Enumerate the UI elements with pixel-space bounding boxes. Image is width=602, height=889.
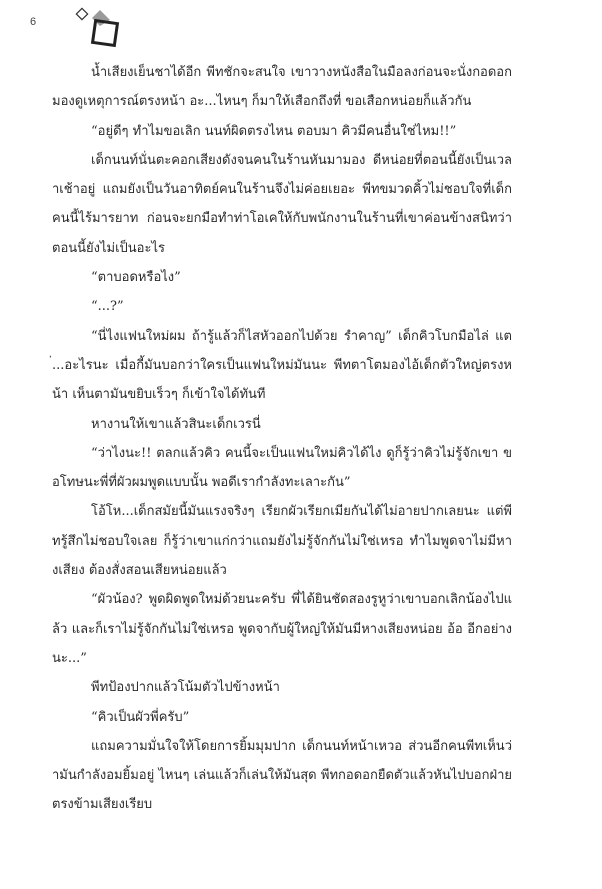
paragraph: “...?” [91,299,124,315]
paragraph: “ว่าไงนะ!! ตลกแล้วคิว คนนี้จะเป็นแฟนใหม่คิวได้ไง ดูก็รู้ว่าคิวไม่รู้จักเขา ขอโทษนะพี่ที่ผัวผมพูดแบบนั้น พอดีเรากำลังทะเลาะกัน” [52,445,512,491]
paragraph: โอ้โห...เด็กสมัยนี้มันแรงจริงๆ เรียกผัวเรียกเมียกันได้ไม่อายปากเลยนะ แต่พีทรู้สึกไม่ชอบใจเลย ก็รู้ว่าเขาแก่กว่าแถมยังไม่รู้จักกันไม่ใช่เหรอ ทำไมพูดจาไม่มีหางเสียง ต้องสั่งสอนเสียหน่อยแล้ว [52,504,512,579]
paragraph: พีทป้องปากแล้วโน้มตัวไปข้างหน้า [91,680,280,696]
paragraph: “ผัวน้อง? พูดผิดพูดใหม่ด้วยนะครับ พี่ได้ยินชัดสองรูหูว่าเขาบอกเลิกน้องไปแล้ว และก็เราไม่รู้จักกันไม่ใช่เหรอ พูดจากับผู้ใหญ่ให้มันมีหางเสียงหน่อย อ้อ อีกอย่างนะ...” [52,592,512,666]
paragraph: “ตาบอดหรือไง” [91,270,181,286]
paragraph: “นี่ไงแฟนใหม่ผม ถ้ารู้แล้วก็ไสหัวออกไปด้วย รำคาญ” เด็กคิวโบกมือไล่ แต่...อะไรนะ เมื่อกี้มันบอกว่าใครเป็นแฟนใหม่มันนะ พีทตาโตมองไอ้เด็กตัวใหญ่ตรงหน้า เห็นตามันขยิบเร็วๆ ก็เข้าใจได้ทันที [52,328,512,403]
diamond-box-logo-icon [74,6,126,52]
body-text [52,58,512,820]
paragraph: แถมความมั่นใจให้โดยการยิ้มมุมปาก เด็กนนท์หน้าเหวอ ส่วนอีกคนพีทเห็นว่ามันกำลังอมยิ้มอยู่ ไหนๆ เล่นแล้วก็เล่นให้มันสุด พีทกอดอกยืดตัวแล้วหันไปบอกฝ่ายตรงข้ามเสียงเรียบ [52,738,512,813]
paragraph: “คิวเป็นผัวพี่ครับ” [91,709,190,725]
paragraph: หางานให้เขาแล้วสินะเด็กเวรนี่ [91,416,261,432]
paragraph: น้ำเสียงเย็นชาได้อีก พีทชักจะสนใจ เขาวางหนังสือในมือลงก่อนจะนั่งกอดอกมองดูเหตุการณ์ตรงหน้า อะ...ไหนๆ ก็มาให้เสือกถึงที่ ขอเสือกหน่อยก็แล้วกัน [52,65,512,110]
paragraph: “อยู่ดีๆ ทำไมขอเลิก นนท์ผิดตรงไหน ตอบมา คิวมีคนอื่นใช่ไหม!!” [91,123,457,139]
paragraph: เด็กนนท์นั่นตะคอกเสียงดังจนคนในร้านหันมามอง ดีหน่อยที่ตอนนี้ยังเป็นเวลาเช้าอยู่ แถมยังเป็นวันอาทิตย์คนในร้านจึงไม่ค่อยเยอะ พีทขมวดคิ้วไม่ชอบใจที่เด็กคนนี้ไร้มารยาท ก่อนจะยกมือทำท่าโอเคให้กับพนักงานในร้านที่เขาค่อนข้างสนิทว่าตอนนี้ยังไม่เป็นอะไร [52,152,512,256]
page-number: 6 [30,16,37,28]
